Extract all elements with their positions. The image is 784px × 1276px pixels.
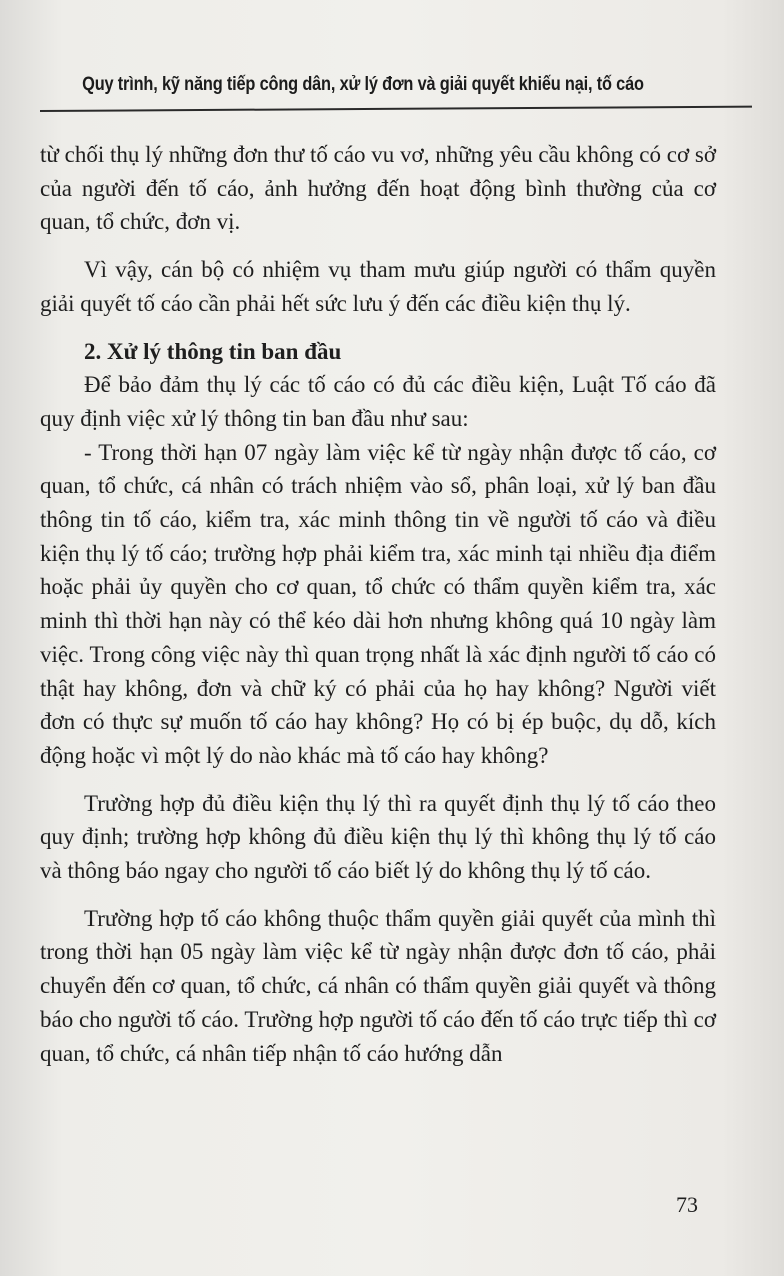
paragraph: - Trong thời hạn 07 ngày làm việc kể từ ngày nhận được tố cáo, cơ quan, tổ chức, cá nhân có trách nhiệm vào sổ, phân loại, xử lý ban đầu thông tin tố cáo, kiểm tra, xác minh thông tin về người tố cáo và điều kiện thụ lý tố cáo; trường hợp phải kiểm tra, xác minh tại nhiều địa điểm hoặc phải ủy quyền cho cơ quan, tổ chức có thẩm quyền kiểm tra, xác minh thì thời hạn này có thể kéo dài hơn nhưng không quá 10 ngày làm việc. Trong công việc này thì quan trọng nhất là xác định người tố cáo có thật hay không, đơn và chữ ký có phải của họ hay không? Người viết đơn có thực sự muốn tố cáo hay không? Họ có bị ép buộc, dụ dỗ, kích động hoặc vì một lý do nào khác mà tố cáo hay không?: [40, 439, 716, 768]
paragraph: Trường hợp đủ điều kiện thụ lý thì ra quyết định thụ lý tố cáo theo quy định; trường hợp không đủ điều kiện thụ lý thì không thụ lý tố cáo và thông báo ngay cho người tố cáo biết lý do không thụ lý tố cáo.: [40, 790, 716, 884]
header-divider: [40, 106, 752, 112]
paragraph: Trường hợp tố cáo không thuộc thẩm quyền giải quyết của mình thì trong thời hạn 05 ngày làm việc kể từ ngày nhận được đơn tố cáo, phải chuyển đến cơ quan, tổ chức, cá nhân có thẩm quyền giải quyết và thông báo cho người tố cáo. Trường hợp người tố cáo đến tố cáo trực tiếp thì cơ quan, tổ chức, cá nhân tiếp nhận tố cáo hướng dẫn: [40, 905, 716, 1066]
section-heading: 2. Xử lý thông tin ban đầu: [84, 338, 342, 364]
body-text: [40, 138, 716, 1070]
paragraph-continuation: từ chối thụ lý những đơn thư tố cáo vu vơ, những yêu cầu không có cơ sở của người đến tố cáo, ảnh hưởng đến hoạt động bình thường của cơ quan, tổ chức, đơn vị.: [40, 142, 716, 235]
paragraph: Vì vậy, cán bộ có nhiệm vụ tham mưu giúp người có thẩm quyền giải quyết tố cáo cần phải hết sức lưu ý đến các điều kiện thụ lý.: [40, 257, 716, 316]
page-number: 73: [676, 1192, 698, 1217]
paragraph: Để bảo đảm thụ lý các tố cáo có đủ các điều kiện, Luật Tố cáo đã quy định việc xử lý thông tin ban đầu như sau:: [40, 372, 716, 431]
running-header: Quy trình, kỹ năng tiếp công dân, xử lý đơn và giải quyết khiếu nại, tố cáo: [82, 74, 644, 95]
